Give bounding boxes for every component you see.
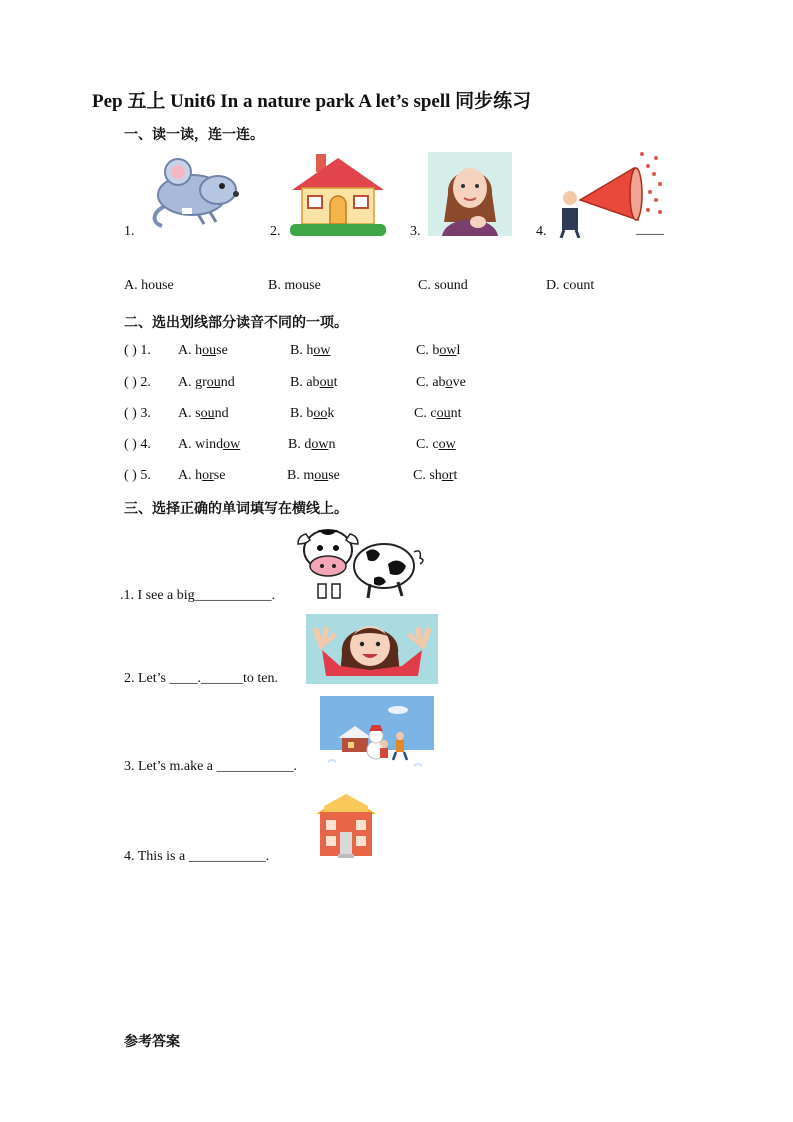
section-1-heading: 一、读一读，连一连。 — [124, 128, 264, 143]
choice-a: A. window — [178, 437, 241, 452]
choice-c: C. count — [414, 406, 462, 421]
question-number: 2. — [140, 375, 151, 390]
answer-paren: ( ) — [124, 468, 137, 483]
answer-paren: ( ) — [124, 406, 137, 421]
page-title: Pep 五上 Unit6 In a nature park A let’s spell 同步练习 — [92, 91, 532, 112]
fill-sentence-1: .1. I see a big___________. — [120, 588, 276, 603]
question-number: 4. — [140, 437, 151, 452]
option-b: B. mouse — [268, 278, 321, 293]
answer-paren: ( ) — [124, 343, 137, 358]
answer-paren: ( ) — [124, 375, 137, 390]
picture-number-4: 4. — [536, 224, 547, 239]
section-3-heading: 三、选择正确的单词填写在横线上。 — [124, 502, 348, 517]
house-2-picture-icon — [316, 792, 376, 858]
choice-b: B. book — [290, 406, 335, 421]
fill-sentence-4: 4. This is a ___________. — [124, 849, 270, 864]
picture-number-3: 3. — [410, 224, 421, 239]
question-row — [124, 343, 151, 359]
section-2-heading: 二、选出划线部分读音不同的一项。 — [124, 316, 348, 331]
choice-b: B. mouse — [287, 468, 340, 483]
question-row — [124, 437, 151, 453]
snowman-picture-icon — [320, 696, 434, 774]
question-row — [124, 406, 151, 422]
option-d: D. count — [546, 278, 595, 293]
cow-picture-icon — [296, 526, 424, 602]
choice-b: B. how — [290, 343, 331, 358]
option-c: C. sound — [418, 278, 468, 293]
fill-sentence-2: 2. Let’s ____.______to ten. — [124, 671, 278, 686]
choice-b: B. down — [288, 437, 336, 452]
girl-counting-picture-icon — [428, 152, 512, 236]
girl-waving-picture-icon — [306, 614, 438, 684]
house-picture-icon — [290, 150, 386, 236]
question-number: 3. — [140, 406, 151, 421]
choice-b: B. about — [290, 375, 338, 390]
fill-sentence-3: 3. Let’s m.ake a ___________. — [124, 759, 298, 774]
option-a: A. house — [124, 278, 174, 293]
answers-heading: 参考答案 — [124, 1035, 180, 1050]
choice-a: A. ground — [178, 375, 235, 390]
question-row — [124, 375, 151, 391]
question-number: 1. — [140, 343, 151, 358]
answer-paren: ( ) — [124, 437, 137, 452]
choice-c: C. short — [413, 468, 458, 483]
picture-number-2: 2. — [270, 224, 281, 239]
picture-number-1: 1. — [124, 224, 135, 239]
choice-c: C. cow — [416, 437, 456, 452]
choice-a: A. house — [178, 343, 228, 358]
question-row — [124, 468, 151, 484]
choice-c: C. above — [416, 375, 466, 390]
question-number: 5. — [140, 468, 151, 483]
mouse-picture-icon — [148, 150, 240, 230]
picture-4-blank: ____ — [636, 222, 664, 237]
choice-c: C. bowl — [416, 343, 461, 358]
choice-a: A. horse — [178, 468, 226, 483]
choice-a: A. sound — [178, 406, 229, 421]
